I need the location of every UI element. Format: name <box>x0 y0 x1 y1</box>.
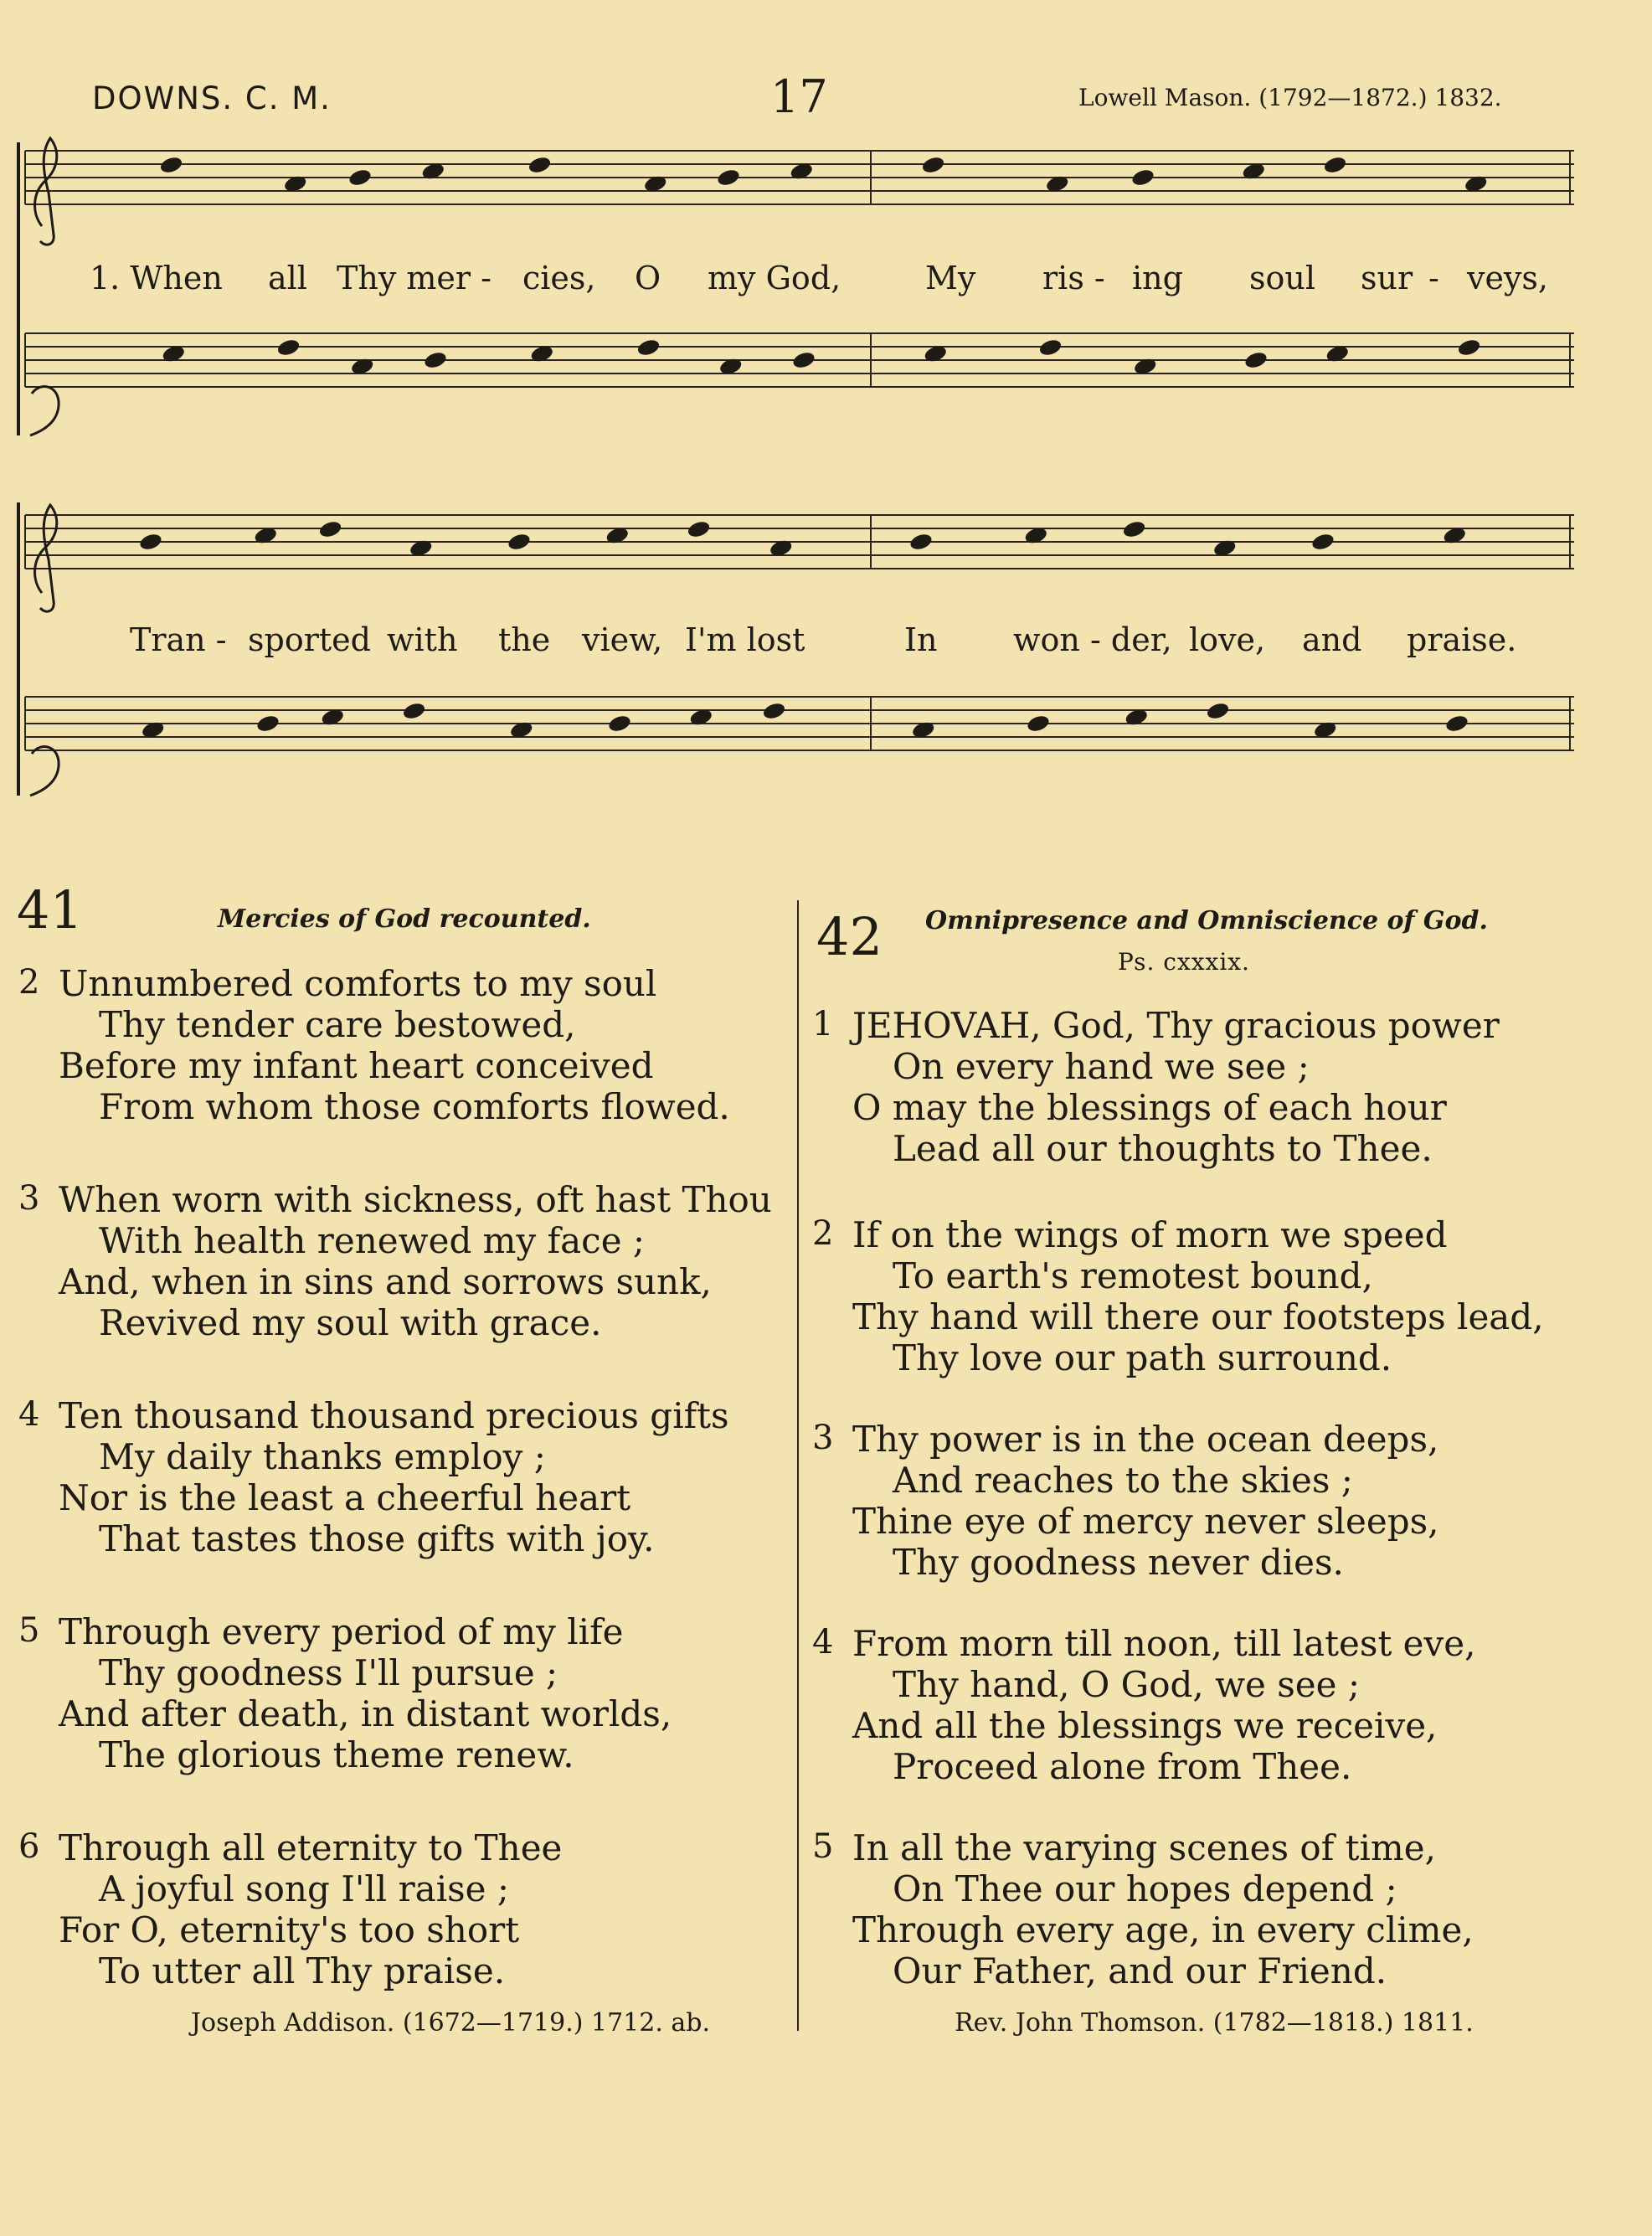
verse-line: Nor is the least a cheerful heart <box>59 1477 631 1518</box>
verse-line: On every hand we see ; <box>893 1046 1310 1087</box>
note-head <box>1038 337 1063 358</box>
note-head <box>318 519 343 539</box>
verse-line: Thy hand will there our footsteps lead, <box>852 1296 1544 1337</box>
stanza <box>812 1419 1439 1583</box>
note-head <box>791 350 816 370</box>
stanza <box>18 1611 672 1775</box>
verse-line: And reaches to the skies ; <box>893 1460 1353 1501</box>
stanza-number: 1 <box>812 1005 834 1043</box>
verse-line: And all the blessings we receive, <box>852 1705 1438 1746</box>
note-head <box>402 701 427 721</box>
stanza-number: 4 <box>18 1395 40 1434</box>
staff-lines <box>25 151 1574 750</box>
verse-line: JEHOVAH, God, Thy gracious power <box>852 1005 1500 1046</box>
hymn-number: 41 <box>17 879 83 940</box>
verse-line: From morn till noon, till latest eve, <box>852 1623 1476 1664</box>
stanza <box>812 1827 1474 1991</box>
note-head <box>138 532 163 552</box>
verse-line: From whom those comforts flowed. <box>99 1086 730 1127</box>
stanza-number: 3 <box>18 1179 40 1218</box>
verse-line: Thy goodness never dies. <box>893 1542 1344 1583</box>
lyric-word: the <box>498 621 551 658</box>
note-head <box>1130 167 1155 188</box>
verse-line: And after death, in distant worlds, <box>59 1693 672 1734</box>
verse-line: Through every age, in every clime, <box>852 1909 1474 1950</box>
stanza <box>18 1179 772 1343</box>
lyric-word: love, <box>1189 621 1266 658</box>
note-head <box>1026 714 1051 734</box>
note-head <box>1444 714 1469 734</box>
stanza-number: 4 <box>812 1623 834 1662</box>
note-head <box>908 532 934 552</box>
note-head <box>1122 519 1147 539</box>
stanza-number: 5 <box>812 1827 834 1866</box>
lyric-word: ris - <box>1042 260 1105 296</box>
note-head <box>1310 532 1335 552</box>
lyric-word: My <box>925 260 976 296</box>
verse-line: Thy goodness I'll pursue ; <box>99 1652 558 1693</box>
stanza <box>812 1623 1475 1787</box>
lyric-word: Tran - <box>130 621 227 658</box>
column-divider <box>797 900 799 2031</box>
stanza-number: 2 <box>18 963 40 1002</box>
stanza <box>18 1827 562 1991</box>
lyric-word: - <box>1428 260 1439 296</box>
stanza <box>812 1214 1544 1378</box>
lyric-word: praise. <box>1407 621 1517 658</box>
verse-line: That tastes those gifts with joy. <box>99 1518 655 1559</box>
verse-line: Thy love our path surround. <box>893 1337 1392 1378</box>
tune-title: DOWNS. C. M. <box>92 80 332 116</box>
note-head <box>159 155 184 175</box>
verse-line: Thy tender care bestowed, <box>99 1004 576 1045</box>
verse-line: When worn with sickness, oft hast Thou <box>59 1179 772 1220</box>
note-head <box>1243 350 1269 370</box>
verse-line: In all the varying scenes of time, <box>852 1827 1436 1868</box>
verse-line: Thy power is in the ocean deeps, <box>852 1419 1439 1460</box>
stanza-number: 6 <box>18 1827 40 1866</box>
lyric-word: O <box>635 260 661 296</box>
note-head <box>762 701 787 721</box>
note-head <box>255 714 280 734</box>
lyric-word: my God, <box>708 260 841 296</box>
note-head <box>1206 701 1231 721</box>
note-head <box>347 167 373 188</box>
note-head <box>1457 337 1482 358</box>
verse-line: Revived my soul with grace. <box>99 1302 602 1343</box>
note-head <box>528 155 553 175</box>
note-head <box>1323 155 1348 175</box>
lyric-word: cies, <box>522 260 596 296</box>
lyric-word: 1. When <box>90 260 223 296</box>
verse-line: O may the blessings of each hour <box>852 1087 1447 1128</box>
verse-line: Through all eternity to Thee <box>59 1827 563 1868</box>
hymn-subtitle: Mercies of God recounted. <box>218 904 591 934</box>
verse-line: Proceed alone from Thee. <box>893 1746 1352 1787</box>
author-credit: Joseph Addison. (1672—1719.) 1712. ab. <box>191 2008 711 2038</box>
verse-line: Through every period of my life <box>59 1611 624 1652</box>
verse-line: Thine eye of mercy never sleeps, <box>852 1501 1439 1542</box>
scripture-reference: Ps. cxxxix. <box>1118 948 1250 976</box>
verse-line: On Thee our hopes depend ; <box>893 1868 1397 1909</box>
lyric-word: sported <box>248 621 371 658</box>
lyric-word: view, <box>582 621 663 658</box>
lyric-word: ing <box>1132 260 1183 296</box>
verse-line: To earth's remotest bound, <box>893 1255 1373 1296</box>
verse-line: The glorious theme renew. <box>99 1734 574 1775</box>
composer-credit: Lowell Mason. (1792—1872.) 1832. <box>1078 84 1502 111</box>
bass-clef-icon <box>30 387 59 435</box>
note-head <box>423 350 448 370</box>
note-head <box>636 337 661 358</box>
page-number: 17 <box>770 70 828 123</box>
note-head <box>276 337 301 358</box>
hymn-number: 42 <box>816 906 883 967</box>
note-head <box>687 519 712 539</box>
stanza <box>18 963 730 1127</box>
verse-line: If on the wings of morn we speed <box>852 1214 1448 1255</box>
verse-line: To utter all Thy praise. <box>99 1950 506 1991</box>
note-head <box>607 714 632 734</box>
bass-clef-icon-2 <box>30 747 59 796</box>
note-head <box>921 155 946 175</box>
lyric-word: and <box>1302 621 1362 658</box>
lyric-word: I'm lost <box>685 621 805 658</box>
verse-line: My daily thanks employ ; <box>99 1436 546 1477</box>
treble-clef-icon-2 <box>35 505 57 611</box>
verse-line: Unnumbered comforts to my soul <box>59 963 657 1004</box>
stanza-number: 2 <box>812 1214 834 1253</box>
verse-line: With health renewed my face ; <box>99 1220 646 1261</box>
lyric-word: Thy mer - <box>337 260 491 296</box>
verse-line: Lead all our thoughts to Thee. <box>893 1128 1433 1169</box>
author-credit: Rev. John Thomson. (1782—1818.) 1811. <box>955 2008 1474 2038</box>
lyric-word: soul <box>1249 260 1316 296</box>
verse-line: Our Father, and our Friend. <box>893 1950 1387 1991</box>
verse-line: Before my infant heart conceived <box>59 1045 654 1086</box>
lyric-word: veys, <box>1467 260 1549 296</box>
note-head <box>716 167 741 188</box>
stanza <box>812 1005 1500 1169</box>
lyric-word: sur <box>1361 260 1413 296</box>
verse-line: And, when in sins and sorrows sunk, <box>59 1261 712 1302</box>
stanza <box>18 1395 729 1559</box>
hymn-subtitle: Omnipresence and Omniscience of God. <box>925 906 1488 935</box>
lyric-word: In <box>904 621 938 658</box>
music-score <box>0 0 1652 804</box>
verse-line: Ten thousand thousand precious gifts <box>59 1395 729 1436</box>
note-head <box>507 532 532 552</box>
lyric-word: won - der, <box>1013 621 1172 658</box>
verse-line: Thy hand, O God, we see ; <box>893 1664 1360 1705</box>
verse-line: A joyful song I'll raise ; <box>99 1868 510 1909</box>
lyric-word: with <box>387 621 458 658</box>
verse-line: For O, eternity's too short <box>59 1909 520 1950</box>
stanza-number: 5 <box>18 1611 40 1650</box>
stanza-number: 3 <box>812 1419 834 1457</box>
lyric-word: all <box>268 260 307 296</box>
